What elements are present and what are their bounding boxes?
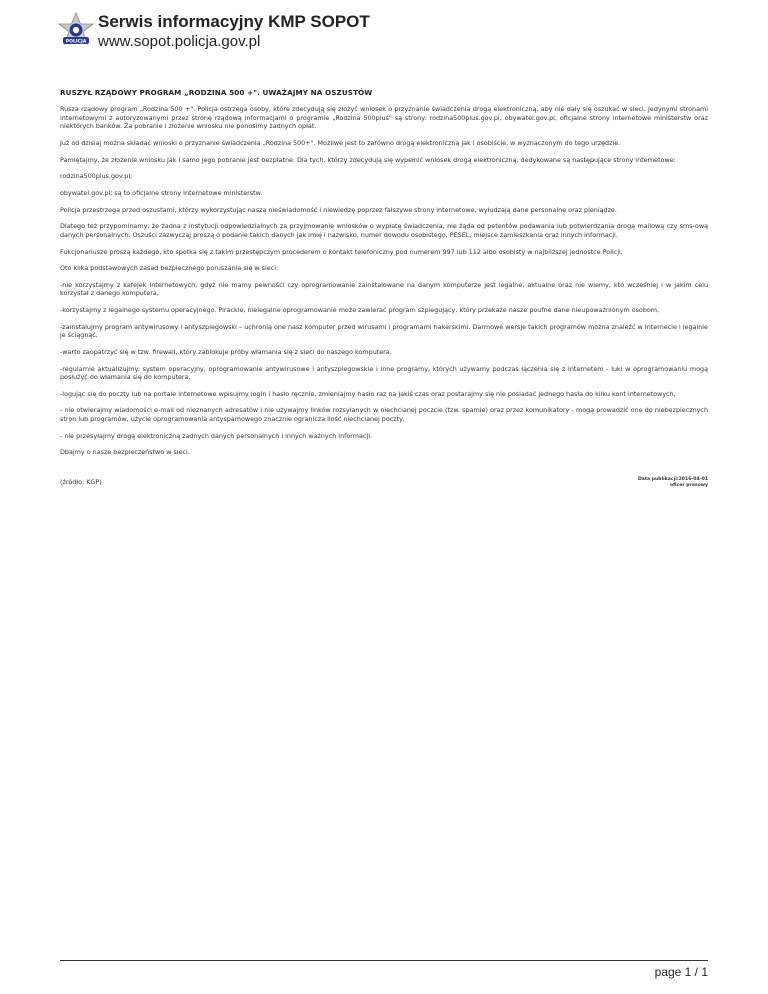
article-paragraph: obywatel.gov.pl; są to oficjalne strony internetowe ministerstw.	[60, 189, 263, 198]
article-body	[60, 105, 708, 456]
article-source: (źródło: KGP)	[60, 477, 102, 486]
page-number: page 1 / 1	[654, 965, 708, 979]
article-paragraph: Oto kilka podstawowych zasad bezpiecznego poruszania się w sieci:	[60, 264, 279, 273]
article-paragraph: -warto zaopatrzyć się w tzw. firewall, który zablokuje próby włamania się z sieci do naszego komputera,	[60, 347, 392, 356]
article-paragraph: -zainstalujmy program antywirusowy i antyszpiegowski – uchronią one nasz komputer przed wirusami i programami hakerskimi. Darmowe wersje takich programów można znaleźć w Internecie i legalnie je ściągnąć,	[60, 322, 708, 340]
article-paragraph: rodzina500plus.gov.pl;	[60, 172, 133, 181]
site-url: www.sopot.policja.gov.pl	[98, 33, 261, 50]
police-star-logo-icon	[56, 12, 96, 52]
article-paragraph: -regularnie aktualizujmy: system operacyjny, oprogramowanie antywirusowe i antyszpiegowskie i inne programy, których używamy podczas łączenia się z Internetem - luki w oprogramowaniu mogą posłużyć do włamania się do komputera,	[60, 364, 708, 381]
article-content	[60, 89, 708, 486]
article-paragraph: -korzystajmy z legalnego systemu operacyjnego. Pirackie, nielegalne oprogramowanie może zawierać program szpiegujący, który przekaże nasze poufne dane nieupoważnionym osobom,	[60, 306, 660, 315]
article-paragraph: Pamiętajmy, że złożenie wniosku jak i samo jego pobranie jest bezpłatne. Dla tych, którzy zdecydują się wypełnić wniosek drogą elektroniczną, dedykowane są następujące strony internetowe:	[60, 155, 676, 164]
publication-author: oficer prasowy	[669, 483, 708, 488]
article-paragraph: Już od dzisiaj można składać wnioski o przyznanie świadczenia „Rodzina 500+". Możliwe jest to zarówno drogą elektroniczną jak i osobiście, w wyznaczonym do tego urzędzie.	[60, 138, 621, 147]
article-paragraph: Fukcjonariusze proszą każdego, kto spotka się z takim przestępczym procederem o kontakt telefoniczny pod numerem 997 lub 112 albo osobisty w najbliższej jednostce Policji.	[60, 247, 623, 256]
article-title: RUSZYŁ RZĄDOWY PROGRAM „RODZINA 500 +". UWAŻAJMY NA OSZUSTÓW	[60, 88, 373, 97]
article-paragraph: - nie przesyłajmy drogą elektroniczną żadnych danych personalnych i innych ważnych informacji.	[60, 431, 373, 440]
publication-meta	[638, 477, 708, 489]
page-header	[56, 12, 656, 52]
article-paragraph: Rusza rządowy program „Rodzina 500 +". Policja ostrzega osoby, które zdecydują się złożyć wniosek o przyznanie świadczenia drogą elektroniczną, aby nie dały się oszukać w sieci. Jedynymi stronami internetowymi z autoryzowanymi przez stronę rządową informacjami o programie „Rodzina 500plus" są strony: rodzina500plus.gov.pl, obywatel.gov.pl, oficjalne strony internetowe ministerstw oraz niektórych banków. Za pobranie i złożenie wniosku nie ponosimy żadnych opłat.	[60, 105, 708, 131]
publication-date: Data publikacji:2016-04-01	[637, 477, 708, 482]
article-paragraph: - nie otwierajmy wiadomości e-mail od nieznanych adresatów i nie używajmy linków rozsyłanych w niechcianej poczcie (tzw. spamie) oraz przez komunikatory - mogą prowadzić one do niebezpiecznych stron lub programów, użycie oprogramowania antyspamowego znacznie ogranicza ilość niechcianej poczty,	[60, 406, 708, 423]
footer-divider	[60, 960, 708, 961]
article-paragraph: -logując się do poczty lub na portale internetowe wpisujmy login i hasło ręcznie, zmieniajmy hasło raz na jakiś czas oraz postarajmy się nie posiadać jednego hasła do kilku kont internetowych,	[60, 389, 676, 398]
site-title: Serwis informacyjny KMP SOPOT	[98, 12, 370, 31]
article-paragraph: Dlatego też przypominamy, że żadna z instytucji odpowiedzialnych za przyjmowanie wniosków o wypłatę świadczenia, nie żąda od petentów podawania lub potwierdzania drogą mailową czy sms-ową danych personalnych. Oszuści zazwyczaj proszą o podanie takich danych jak imię i nazwisko, numer dowodu osobistego, PESEL, miejsce zamieszkania oraz innych informacji.	[60, 222, 708, 239]
article-paragraph: Policja przestrzega przed oszustami, którzy wykorzystując naszą nieświadomość i niewiedzę poprzez fałszywe strony internetowe, wyłudzają dane personalne oraz pieniądze.	[60, 205, 617, 214]
article-paragraph: Dbajmy o nasze bezpieczeństwo w sieci.	[60, 448, 190, 457]
logo-text: POLICJA	[65, 39, 87, 45]
article-paragraph: -nie korzystajmy z kafejek internetowych, gdyż nie mamy pewności czy oprogramowanie zainstalowane na danym komputerze jest legalne, aktualne oraz nie wiemy, kto wcześniej i w jakim celu korzystał z danego komputera,	[60, 280, 708, 298]
